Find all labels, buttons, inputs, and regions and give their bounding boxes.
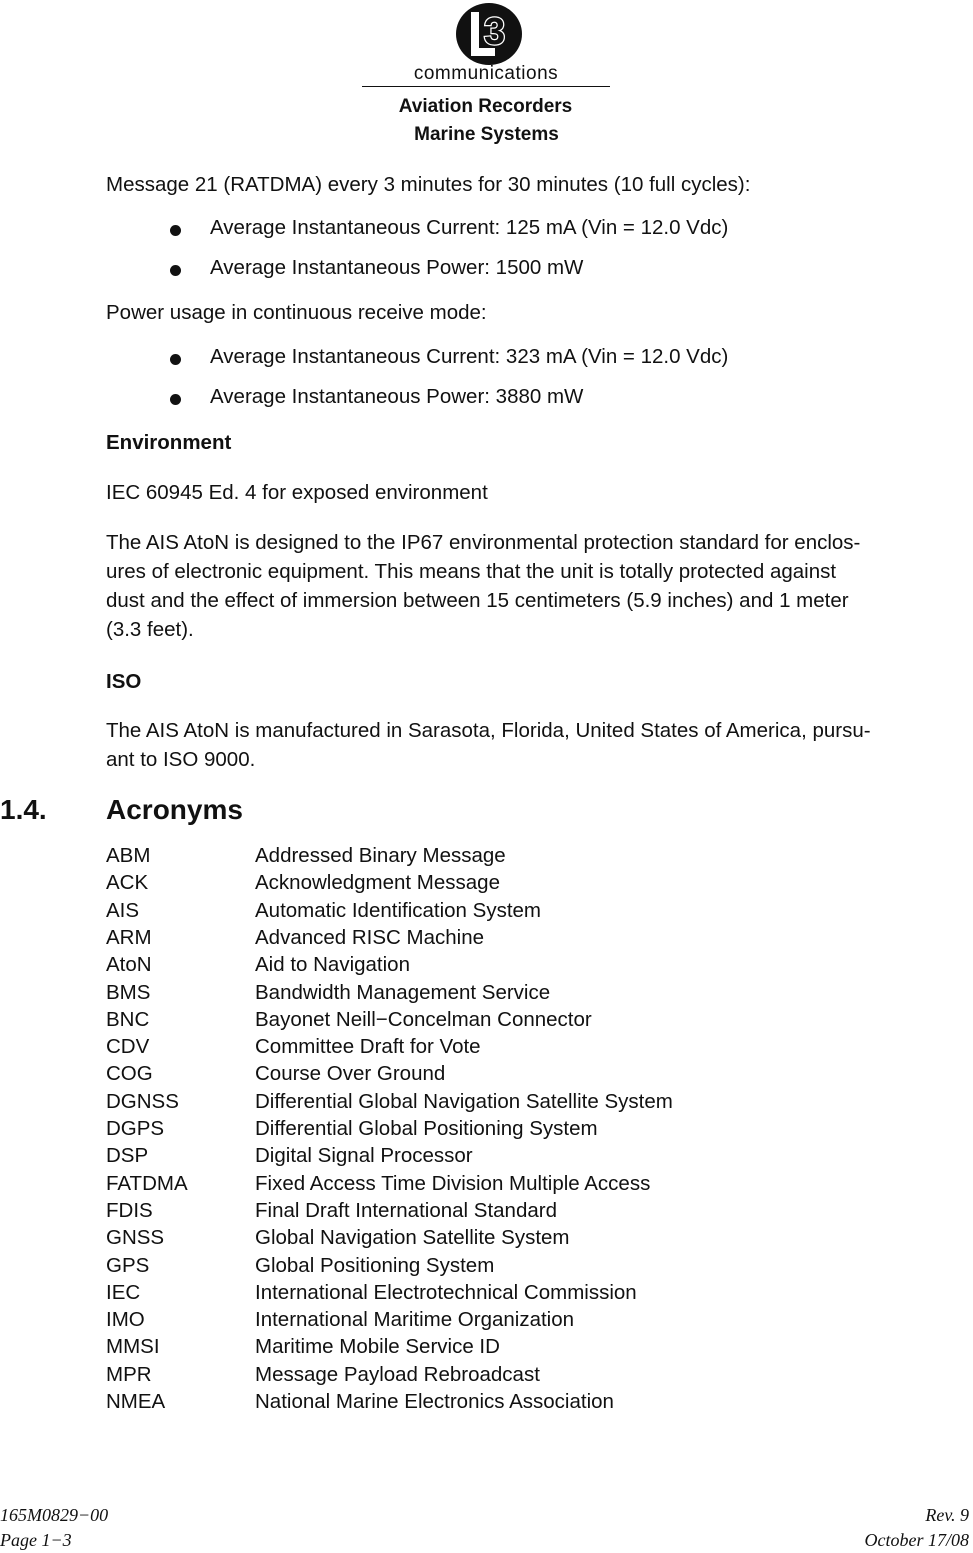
bullet-icon [170, 265, 181, 276]
svg-text:3: 3 [484, 11, 506, 53]
acronym-abbreviation: GNSS [106, 1226, 165, 1250]
acronym-abbreviation: ARM [106, 925, 152, 949]
footer-date: October 17/08 [864, 1530, 969, 1550]
acronym-abbreviation: BMS [106, 980, 151, 1004]
acronym-definition: Final Draft International Standard [255, 1198, 557, 1222]
acronym-definition: Acknowledgment Message [255, 871, 500, 895]
acronym-abbreviation: NMEA [106, 1390, 166, 1413]
acronym-definition: Message Payload Rebroadcast [255, 1362, 540, 1386]
acronym-definition: Bandwidth Management Service [255, 980, 551, 1004]
iso-paragraph [106, 716, 968, 774]
environment-heading: Environment [106, 431, 232, 454]
acronym-abbreviation: DGNSS [106, 1089, 179, 1113]
footer-revision: Rev. 9 [925, 1505, 969, 1525]
acronym-abbreviation: DGPS [106, 1117, 165, 1140]
footer-doc-number: 165M0829−00 [0, 1505, 109, 1525]
environment-line: ures of electronic equipment. This means that the unit is totally protected against [106, 560, 837, 583]
acronym-definition: International Maritime Organization [255, 1308, 575, 1332]
acronym-abbreviation: BNC [106, 1007, 150, 1031]
acronym-definition: Automatic Identification System [255, 898, 541, 922]
acronym-definition: Digital Signal Processor [255, 1144, 473, 1168]
acronym-abbreviation: AtoN [106, 953, 152, 977]
acronym-definition: Course Over Ground [255, 1062, 446, 1086]
bullet-icon [170, 394, 181, 405]
acronym-abbreviation: IMO [106, 1308, 145, 1332]
acronym-definition: National Marine Electronics Association [255, 1390, 614, 1413]
environment-line: (3.3 feet). [106, 618, 194, 641]
acronym-definition: Addressed Binary Message [255, 844, 506, 867]
acronym-definition: Fixed Access Time Division Multiple Access [255, 1171, 651, 1195]
acronym-definition: Maritime Mobile Service ID [255, 1335, 500, 1359]
acronym-definition: Global Navigation Satellite System [255, 1226, 570, 1250]
receive-bullet-power: Average Instantaneous Power: 3880 mW [210, 385, 584, 408]
l3-logo-icon [455, 2, 523, 66]
msg21-bullet-power: Average Instantaneous Power: 1500 mW [210, 256, 584, 279]
section-title: Acronyms [106, 794, 243, 825]
logo-wordmark: communications [413, 63, 559, 84]
acronym-abbreviation: GPS [106, 1253, 150, 1277]
iso-line: The AIS AtoN is manufactured in Sarasota, Florida, United States of America, pursu- [106, 719, 871, 742]
acronym-abbreviation: AIS [106, 898, 140, 922]
acronym-abbreviation: CDV [106, 1035, 150, 1059]
environment-line: The AIS AtoN is designed to the IP67 environmental protection standard for enclos- [106, 531, 861, 554]
receive-bullet-current: Average Instantaneous Current: 323 mA (Vin = 12.0 Vdc) [210, 345, 729, 368]
msg21-bullet-current: Average Instantaneous Current: 125 mA (Vin = 12.0 Vdc) [210, 216, 729, 239]
acronym-abbreviation: ACK [106, 871, 149, 895]
environment-paragraph [106, 528, 968, 644]
acronym-definition: Global Positioning System [255, 1253, 495, 1277]
acronym-definition: International Electrotechnical Commission [255, 1280, 637, 1304]
acronym-definition: Aid to Navigation [255, 953, 410, 977]
environment-standard: IEC 60945 Ed. 4 for exposed environment [106, 481, 488, 504]
bullet-icon [170, 354, 181, 365]
acronym-abbreviation: IEC [106, 1280, 141, 1304]
acronym-abbreviation: MPR [106, 1362, 152, 1386]
msg21-intro: Message 21 (RATDMA) every 3 minutes for 30 minutes (10 full cycles): [106, 173, 751, 196]
footer-page-number: Page 1−3 [0, 1530, 72, 1550]
iso-heading: ISO [106, 670, 142, 693]
acronym-definition: Bayonet Neill−Concelman Connector [255, 1007, 592, 1031]
header-division: Aviation Recorders [398, 96, 573, 117]
acronym-abbreviation: COG [106, 1062, 153, 1086]
acronym-definition: Committee Draft for Vote [255, 1035, 481, 1059]
header-subdivision: Marine Systems [414, 124, 559, 145]
bullet-icon [170, 225, 181, 236]
environment-line: dust and the effect of immersion between 15 centimeters (5.9 inches) and 1 meter [106, 589, 849, 612]
acronym-abbreviation: FATDMA [106, 1171, 188, 1195]
section-number: 1.4. [0, 794, 47, 825]
acronym-abbreviation: ABM [106, 844, 151, 867]
acronym-abbreviation: MMSI [106, 1335, 160, 1359]
iso-line: ant to ISO 9000. [106, 748, 256, 771]
acronym-definition: Differential Global Positioning System [255, 1117, 598, 1140]
acronym-abbreviation: FDIS [106, 1198, 153, 1222]
acronym-definition: Advanced RISC Machine [255, 925, 485, 949]
logo-rule [362, 86, 610, 87]
acronym-abbreviation: DSP [106, 1144, 149, 1168]
acronym-definition: Differential Global Navigation Satellite System [255, 1089, 673, 1113]
receive-intro: Power usage in continuous receive mode: [106, 301, 487, 324]
